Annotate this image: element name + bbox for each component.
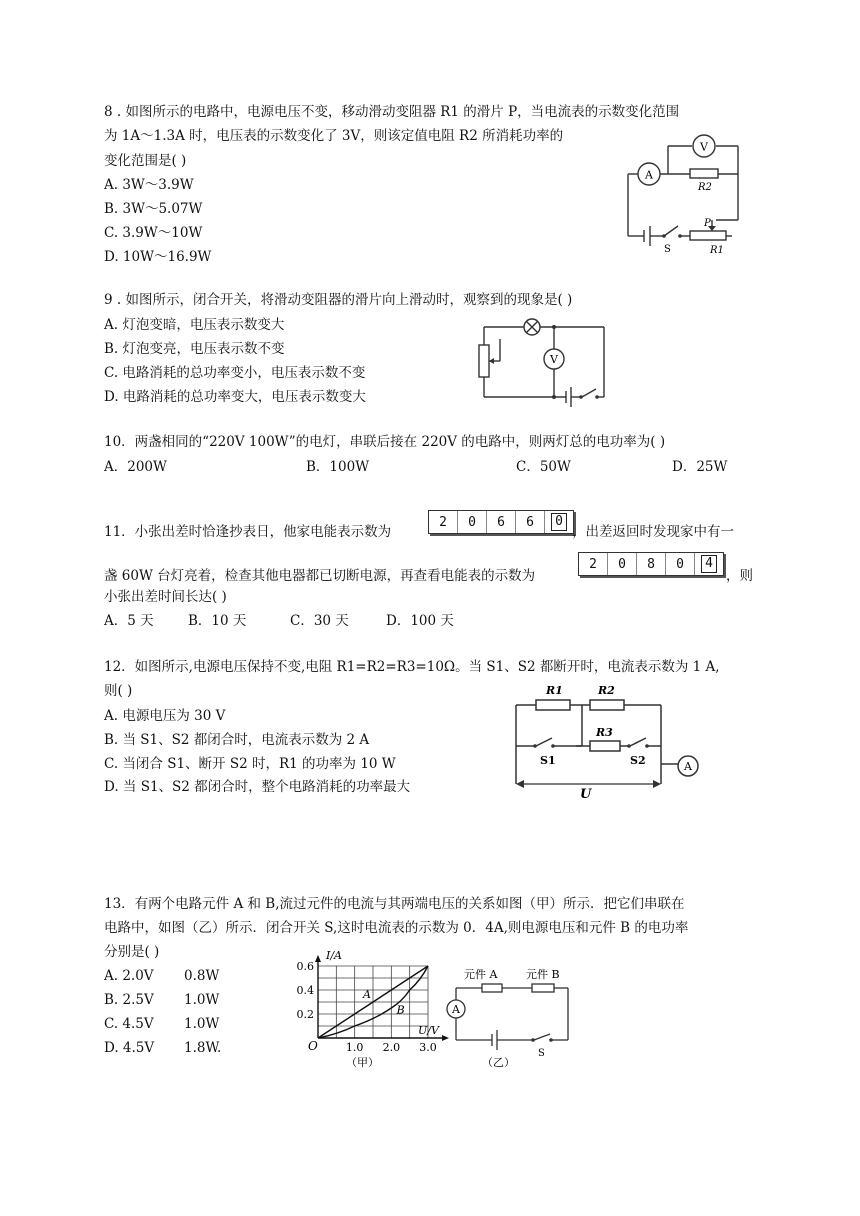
q11-option-b: B．10 天 bbox=[188, 613, 247, 629]
q8-p-label: P bbox=[704, 218, 711, 229]
series-label-B: B bbox=[396, 1003, 405, 1017]
q11-line2a: 盏 60W 台灯亮着，检查其他电器都已切断电源，再查看电能表的示数为 bbox=[104, 568, 536, 584]
meter-digit: 8 bbox=[637, 553, 666, 575]
q12-s1-label: S1 bbox=[540, 754, 556, 767]
y-tick-label: 0.6 bbox=[296, 960, 314, 973]
q13-yi-caption: （乙） bbox=[482, 1056, 515, 1069]
q8-r1-label: R1 bbox=[710, 245, 724, 256]
meter-digit: 0 bbox=[666, 553, 695, 575]
q8-voltmeter-label: V bbox=[700, 140, 708, 154]
q12-option-d: D. 当 S1、S2 都闭合时，整个电路消耗的功率最大 bbox=[104, 779, 411, 795]
x-tick-label: 2.0 bbox=[382, 1041, 401, 1054]
meter-digit: 6 bbox=[516, 511, 545, 533]
q8-ammeter-label: A bbox=[645, 168, 653, 182]
q8-option-d: D. 10W～16.9W bbox=[104, 249, 212, 265]
meter-digit: 2 bbox=[579, 553, 608, 575]
q10-option-c: C．50W bbox=[516, 459, 571, 475]
option-voltage: A. 2.0V bbox=[104, 968, 154, 984]
q13-ammeter-label: A bbox=[452, 1003, 460, 1016]
q13-elementA-label: 元件 A bbox=[464, 968, 498, 981]
option-voltage: C. 4.5V bbox=[104, 1016, 154, 1032]
q12-option-c: C. 当闭合 S1、断开 S2 时，R1 的功率为 10 W bbox=[104, 756, 396, 772]
q12-option-b: B. 当 S1、S2 都闭合时，电流表示数为 2 A bbox=[104, 732, 370, 748]
q12-line2: 则( ) bbox=[104, 683, 133, 699]
meter-digit: 0 bbox=[458, 511, 487, 533]
series-label-A: A bbox=[363, 988, 371, 1001]
q9-voltmeter-label: V bbox=[550, 353, 558, 366]
q13-series-circuit bbox=[442, 964, 582, 1068]
option-power: 1.8W. bbox=[184, 1040, 222, 1056]
q9-option-c: C. 电路消耗的总功率变小，电压表示数不变 bbox=[104, 365, 366, 381]
q8-line3: 变化范围是( ) bbox=[104, 153, 187, 169]
q9-option-b: B. 灯泡变亮，电压表示数不变 bbox=[104, 341, 285, 357]
q12-circuit-diagram bbox=[506, 680, 706, 800]
q12-r3-label: R3 bbox=[596, 726, 613, 739]
q8-option-b: B. 3W～5.07W bbox=[104, 201, 203, 217]
q10-option-d: D．25W bbox=[672, 459, 728, 475]
q13-switch-label: S bbox=[538, 1048, 545, 1059]
q13-option-d bbox=[104, 1040, 221, 1056]
q9-circuit-diagram bbox=[472, 315, 622, 407]
chart-ylabel: I/A bbox=[326, 949, 342, 962]
q13-line1: 13．有两个电路元件 A 和 B,流过元件的电流与其两端电压的关系如图（甲）所示．把它们串联在 bbox=[104, 896, 685, 912]
meter-digit: 6 bbox=[487, 511, 516, 533]
q8-line2: 为 1A～1.3A 时，电压表的示数变化了 3V，则该定值电阻 R2 所消耗功率的 bbox=[104, 128, 564, 144]
q12-r2-label: R2 bbox=[598, 684, 615, 697]
q13-option-c bbox=[104, 1016, 219, 1032]
q11-line1a: 11．小张出差时恰逢抄表日，他家电能表示数为 bbox=[104, 524, 392, 540]
chart-origin-label: O bbox=[308, 1039, 318, 1053]
y-axis-arrow bbox=[315, 955, 321, 962]
q13-elementB-label: 元件 B bbox=[526, 968, 560, 981]
q8-circuit-diagram bbox=[620, 128, 750, 258]
q11-line2b: ，则 bbox=[726, 568, 753, 584]
q12-ammeter-label: A bbox=[684, 760, 692, 773]
q11-option-a: A．5 天 bbox=[104, 613, 154, 629]
meter-digit: 0 bbox=[608, 553, 637, 575]
q12-option-a: A. 电源电压为 30 V bbox=[104, 708, 226, 724]
q8-option-c: C. 3.9W～10W bbox=[104, 225, 203, 241]
q13-line3: 分别是( ) bbox=[104, 944, 160, 960]
q11-option-c: C．30 天 bbox=[290, 613, 349, 629]
chart-xlabel: U/V bbox=[418, 1024, 439, 1037]
q11-line3: 小张出差时间长达( ) bbox=[104, 589, 227, 605]
q10-option-b: B．100W bbox=[306, 459, 370, 475]
q12-s2-label: S2 bbox=[630, 754, 646, 767]
q9-option-d: D. 电路消耗的总功率变大，电压表示数变大 bbox=[104, 389, 366, 405]
y-tick-label: 0.4 bbox=[296, 984, 314, 997]
q12-r1-label: R1 bbox=[546, 684, 563, 697]
q13-line2: 电路中，如图（乙）所示．闭合开关 S,这时电流表的示数为 0．4A,则电源电压和元件 B 的电功率 bbox=[104, 920, 689, 936]
q8-r2-label: R2 bbox=[698, 182, 712, 193]
q11-meter-reading-before bbox=[428, 510, 574, 534]
q13-iv-chart bbox=[292, 950, 452, 1070]
x-tick-label: 3.0 bbox=[419, 1041, 437, 1054]
chart-caption: （甲） bbox=[346, 1056, 379, 1069]
q8-option-a: A. 3W～3.9W bbox=[104, 177, 194, 193]
q12-line1: 12．如图所示,电源电压保持不变,电阻 R1=R2=R3=10Ω。当 S1、S2 都断开时，电流表示数为 1 A, bbox=[104, 659, 720, 675]
q13-option-a bbox=[104, 968, 219, 984]
q11-line1b: ，出差返回时发现家中有一 bbox=[572, 524, 734, 540]
option-voltage: B. 2.5V bbox=[104, 992, 154, 1008]
q9-line1: 9 . 如图所示，闭合开关，将滑动变阻器的滑片向上滑动时，观察到的现象是( ) bbox=[104, 292, 573, 308]
q10-option-a: A．200W bbox=[104, 459, 167, 475]
option-power: 0.8W bbox=[184, 968, 220, 984]
q11-option-d: D．100 天 bbox=[386, 613, 454, 629]
q13-option-b bbox=[104, 992, 219, 1008]
meter-decimal-digit: 0 bbox=[545, 511, 573, 533]
q12-voltage-label: U bbox=[580, 787, 592, 802]
x-tick-label: 1.0 bbox=[345, 1041, 364, 1054]
q10-line1: 10．两盏相同的“220V 100W”的电灯，串联后接在 220V 的电路中，则两灯总的电功率为( ) bbox=[104, 434, 666, 450]
q8-line1: 8 . 如图所示的电路中，电源电压不变，移动滑动变阻器 R1 的滑片 P，当电流表的示数变化范围 bbox=[104, 104, 680, 120]
q8-switch-label: S bbox=[664, 244, 671, 255]
q9-option-a: A. 灯泡变暗，电压表示数变大 bbox=[104, 317, 285, 333]
option-power: 1.0W bbox=[184, 992, 220, 1008]
q11-meter-reading-after bbox=[578, 552, 724, 576]
y-tick-label: 0.2 bbox=[296, 1008, 314, 1021]
meter-digit: 2 bbox=[429, 511, 458, 533]
option-voltage: D. 4.5V bbox=[104, 1040, 155, 1056]
option-power: 1.0W bbox=[184, 1016, 220, 1032]
meter-decimal-digit: 4 bbox=[695, 553, 723, 575]
